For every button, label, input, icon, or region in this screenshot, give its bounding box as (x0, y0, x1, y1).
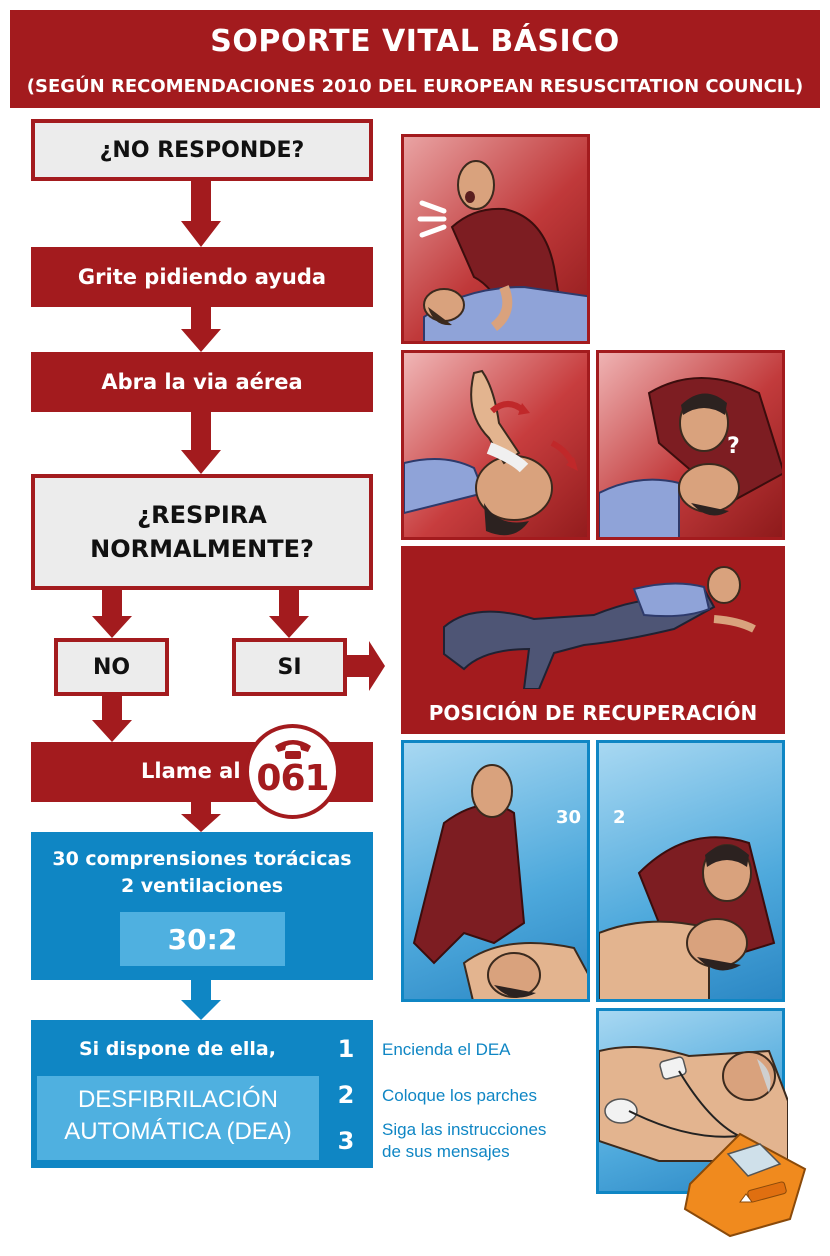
step-text-1: Encienda el DEA (382, 1040, 511, 1059)
dea-inner-box (37, 1076, 319, 1160)
box-no-responde (31, 119, 373, 181)
count-2-label: 2 (613, 807, 626, 828)
box-si (232, 638, 347, 696)
arrow-down-icon (181, 412, 221, 474)
illustration-recovery-panel (401, 546, 785, 734)
compresiones-text: 30 comprensiones torácicas (52, 848, 352, 870)
recovery-position-illustration (404, 549, 785, 689)
box-grite-label: Grite pidiendo ayuda (77, 265, 327, 289)
arrow-down-icon (181, 307, 221, 352)
box-si-label: SI (277, 654, 302, 680)
step-text-3-line1: Siga las instrucciones (382, 1120, 547, 1139)
illustration-breaths-panel (596, 740, 785, 1002)
arrow-down-icon (269, 590, 309, 638)
dea-line1: DESFIBRILACIÓN (77, 1086, 279, 1113)
box-respira-line2: NORMALMENTE? (90, 535, 314, 563)
box-respira-line1: ¿RESPIRA (137, 501, 267, 529)
arrow-down-icon (92, 696, 132, 742)
box-no-label: NO (92, 654, 131, 680)
box-rcp (31, 832, 373, 980)
ratio-value: 30:2 (167, 922, 238, 956)
ventilaciones-text: 2 ventilaciones (120, 875, 284, 897)
arrow-right-icon (347, 641, 385, 691)
phone-badge (245, 724, 340, 819)
box-no-responde-label: ¿NO RESPONDE? (99, 137, 305, 163)
count-30-label: 30 (556, 807, 582, 828)
telephone-icon (273, 738, 313, 760)
box-dea (31, 1020, 373, 1168)
head-tilt-illustration (404, 353, 590, 540)
box-no (54, 638, 169, 696)
shouting-rescuer-illustration (404, 137, 590, 344)
arrow-down-icon (181, 980, 221, 1020)
arrow-down-icon (92, 590, 132, 638)
arrow-down-icon (181, 802, 221, 832)
illustration-breathing-check-panel (596, 350, 785, 540)
box-respira (31, 474, 373, 590)
dispone-text: Si dispone de ella, (79, 1038, 276, 1060)
aed-device-icon (680, 1124, 810, 1239)
page-subtitle: (SEGÚN RECOMENDACIONES 2010 DEL EUROPEAN RESUSCITATION COUNCIL) (26, 76, 804, 97)
step-text-2: Coloque los parches (382, 1086, 537, 1105)
dea-line2: AUTOMÁTICA (DEA) (64, 1118, 292, 1145)
illustration-airway-panel (401, 350, 590, 540)
box-llame-label: Llame al (141, 759, 241, 783)
ratio-box (120, 912, 285, 966)
rescue-breaths-illustration (599, 743, 785, 1002)
chest-compressions-illustration (404, 743, 590, 1002)
question-mark: ? (727, 434, 740, 459)
page-title: SOPORTE VITAL BÁSICO (210, 24, 620, 59)
step-number-3: 3 (329, 1124, 363, 1158)
box-grite (31, 247, 373, 307)
illustration-compressions-panel (401, 740, 590, 1002)
header-banner (10, 10, 820, 108)
step-number-1: 1 (329, 1032, 363, 1066)
step-number-2: 2 (329, 1078, 363, 1112)
step-text-3-line2: de sus mensajes (382, 1142, 510, 1161)
box-abra-via-label: Abra la via aérea (101, 370, 303, 394)
look-listen-feel-illustration (599, 353, 785, 540)
arrow-down-icon (181, 181, 221, 247)
phone-number: 061 (256, 758, 329, 799)
box-abra-via (31, 352, 373, 412)
illustration-shout-panel (401, 134, 590, 344)
recovery-label: POSICIÓN DE RECUPERACIÓN (428, 701, 758, 725)
